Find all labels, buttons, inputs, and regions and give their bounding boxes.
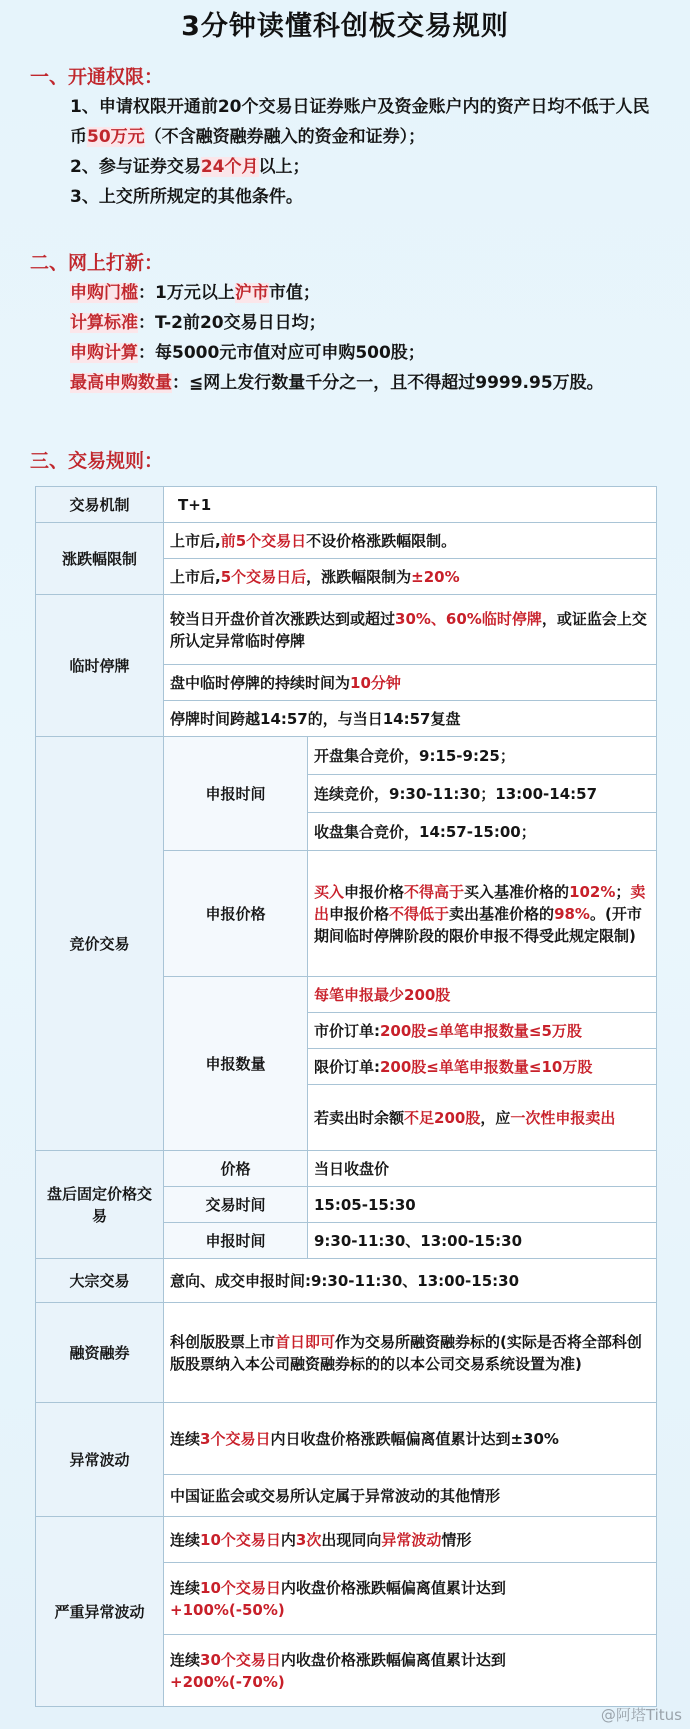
row-label-margin: 融资融券 <box>36 1303 164 1403</box>
row-label-halt: 临时停牌 <box>36 595 164 737</box>
row-label-abnormal: 异常波动 <box>36 1403 164 1517</box>
row-label-severe: 严重异常波动 <box>36 1517 164 1707</box>
auction-qty-4: 若卖出时余额不足200股，应一次性申报卖出 <box>308 1085 657 1151</box>
after-hours-value-price: 当日收盘价 <box>308 1151 657 1187</box>
table-row <box>36 523 657 559</box>
block-trade-value: 意向、成交申报时间:9:30-11:30、13:00-15:30 <box>164 1259 657 1303</box>
permissions-item-3: 3、上交所所规定的其他条件。 <box>70 187 303 207</box>
table-row <box>36 1151 657 1187</box>
after-hours-key-trade-time: 交易时间 <box>164 1187 308 1223</box>
price-limit-rule-2: 上市后,5个交易日后，涨跌幅限制为±20% <box>164 559 657 595</box>
section-heading-rules: 三、交易规则： <box>30 450 164 472</box>
auction-qty-1: 每笔申报最少200股 <box>308 977 657 1013</box>
after-hours-key-order-time: 申报时间 <box>164 1223 308 1259</box>
after-hours-value-order-time: 9:30-11:30、13:00-15:30 <box>308 1223 657 1259</box>
abnormal-rule-2: 中国证监会或交易所认定属于异常波动的其他情形 <box>164 1475 657 1517</box>
ipo-line-standard: 计算标准：T-2前20交易日日均； <box>70 313 326 333</box>
auction-qty-2: 市价订单:200股≤单笔申报数量≤5万股 <box>308 1013 657 1049</box>
severe-rule-3: 连续30个交易日内收盘价格涨跌幅偏离值累计达到 +200%(-70%) <box>164 1635 657 1707</box>
table-row <box>36 1403 657 1475</box>
ipo-line-calc: 申购计算：每5000元市值对应可申购500股； <box>70 343 425 363</box>
auction-sub-time: 申报时间 <box>164 737 308 851</box>
halt-rule-2: 盘中临时停牌的持续时间为10分钟 <box>164 665 657 701</box>
auction-qty-3: 限价订单:200股≤单笔申报数量≤10万股 <box>308 1049 657 1085</box>
table-row <box>36 1517 657 1563</box>
mechanism-value: T+1 <box>164 487 657 523</box>
auction-sub-price: 申报价格 <box>164 851 308 977</box>
ipo-line-max: 最高申购数量：≦网上发行数量千分之一，且不得超过9999.95万股。 <box>70 373 604 393</box>
auction-sub-quantity: 申报数量 <box>164 977 308 1151</box>
table-row <box>36 487 657 523</box>
abnormal-rule-1: 连续3个交易日内日收盘价格涨跌幅偏离值累计达到±30% <box>164 1403 657 1475</box>
permissions-block <box>30 92 660 212</box>
row-label-block-trade: 大宗交易 <box>36 1259 164 1303</box>
after-hours-value-trade-time: 15:05-15:30 <box>308 1187 657 1223</box>
auction-time-2: 连续竞价，9:30-11:30；13:00-14:57 <box>308 775 657 813</box>
severe-rule-2: 连续10个交易日内收盘价格涨跌幅偏离值累计达到 +100%(-50%) <box>164 1563 657 1635</box>
after-hours-key-price: 价格 <box>164 1151 308 1187</box>
table-row <box>36 595 657 665</box>
row-label-auction: 竞价交易 <box>36 737 164 1151</box>
rules-table <box>35 486 657 1707</box>
auction-time-1: 开盘集合竞价，9:15-9:25； <box>308 737 657 775</box>
auction-time-3: 收盘集合竞价，14:57-15:00； <box>308 813 657 851</box>
auction-price-rule: 买入申报价格不得高于买入基准价格的102%；卖出申报价格不得低于卖出基准价格的98%。(开市期间临时停牌阶段的限价申报不得受此规定限制) <box>308 851 657 977</box>
row-label-mechanism: 交易机制 <box>36 487 164 523</box>
section-heading-ipo: 二、网上打新： <box>30 252 164 274</box>
section-heading-permissions: 一、开通权限： <box>30 66 164 88</box>
ipo-block <box>30 278 660 398</box>
margin-value: 科创版股票上市首日即可作为交易所融资融券标的(实际是否将全部科创版股票纳入本公司融资融券标的的以本公司交易系统设置为准) <box>164 1303 657 1403</box>
halt-rule-1: 较当日开盘价首次涨跌达到或超过30%、60%临时停牌，或证监会上交所认定异常临时停牌 <box>164 595 657 665</box>
halt-rule-3: 停牌时间跨越14:57的，与当日14:57复盘 <box>164 701 657 737</box>
watermark: @阿塔Titus <box>600 1706 682 1724</box>
price-limit-rule-1: 上市后,前5个交易日不设价格涨跌幅限制。 <box>164 523 657 559</box>
permissions-item-2: 2、参与证券交易24个月以上； <box>70 157 310 177</box>
table-row <box>36 1303 657 1403</box>
row-label-price-limit: 涨跌幅限制 <box>36 523 164 595</box>
page-title: 3分钟读懂科创板交易规则 <box>181 11 509 42</box>
severe-rule-1: 连续10个交易日内3次出现同向异常波动情形 <box>164 1517 657 1563</box>
table-row <box>36 1259 657 1303</box>
row-label-after-hours: 盘后固定价格交易 <box>36 1151 164 1259</box>
permissions-item-1: 1、申请权限开通前20个交易日证券账户及资金账户内的资产日均不低于人民币50万元（不含融资融券融入的资金和证券）； <box>70 97 650 147</box>
table-row <box>36 737 657 775</box>
ipo-line-threshold: 申购门槛：1万元以上沪市市值； <box>70 283 320 303</box>
